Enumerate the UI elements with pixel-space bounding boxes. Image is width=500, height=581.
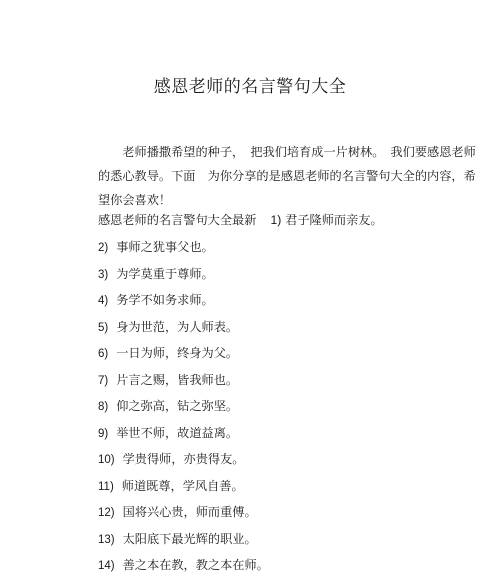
quote-number: 14) <box>98 560 115 572</box>
list-item <box>98 395 269 422</box>
quote-number: 11) <box>98 480 114 493</box>
quote-number: 12) <box>98 507 115 519</box>
list-item <box>98 342 269 369</box>
quote-text: 师道既尊，学风自善。 <box>121 478 244 493</box>
quote-number: 7) <box>98 374 109 387</box>
quote-text: 务学不如务求师。 <box>116 293 214 307</box>
intro-line: 的悉心教导。下面 为你分享的是感恩老师的名言警句大全的内容，希 <box>98 169 476 183</box>
quote-number: 2) <box>98 242 109 254</box>
quote-number: 13) <box>98 533 115 546</box>
intro-line: 老师播撒希望的种子， 把我们培育成一片树林。 我们要感恩老师 <box>98 145 476 159</box>
quote-text: 太阳底下最光辉的职业。 <box>122 531 257 546</box>
list-item <box>98 528 269 555</box>
quote-number: 5) <box>98 321 109 334</box>
quote-text: 一日为师，终身为父。 <box>116 346 239 360</box>
list-item <box>98 501 269 528</box>
quote-text: 为学莫重于尊师。 <box>116 266 214 281</box>
list-item <box>98 263 269 290</box>
intro-line: 望你会喜欢！ <box>98 193 172 207</box>
document-title: 感恩老师的名言警句大全 <box>153 77 347 97</box>
list-item <box>98 236 269 263</box>
quote-number: 3) <box>98 268 109 281</box>
list-item <box>98 554 269 581</box>
quote-number: 10) <box>98 454 115 466</box>
quote-list <box>98 236 269 581</box>
section-heading: 感恩老师的名言警句大全最新 <box>98 213 257 227</box>
quote-text: 身为世范，为人师表。 <box>116 319 239 334</box>
section-heading-line <box>98 209 383 231</box>
quote-text: 国将兴心贵，师而重傅。 <box>122 505 257 519</box>
quote-number: 9) <box>98 427 109 440</box>
quote-text: 学贵得师，亦贵得友。 <box>122 452 245 466</box>
quote-number: 8) <box>98 401 109 413</box>
list-item <box>98 316 269 343</box>
quote-text: 举世不师，故道益离。 <box>116 425 239 440</box>
list-item <box>98 422 269 449</box>
quote-number: 6) <box>98 348 109 360</box>
quote-text: 君子隆师而亲友。 <box>285 213 383 227</box>
quote-text: 片言之赐，皆我师也。 <box>116 372 239 387</box>
quote-text: 事师之犹事父也。 <box>116 240 214 254</box>
list-item <box>98 289 269 316</box>
quote-number: 4) <box>98 295 109 307</box>
quote-text: 仰之弥高，钻之弥坚。 <box>116 399 239 413</box>
list-item <box>98 369 269 396</box>
list-item <box>98 475 269 502</box>
quote-text: 善之本在教，教之本在师。 <box>122 558 269 572</box>
list-item <box>98 448 269 475</box>
intro-paragraph <box>98 140 476 212</box>
quote-number: 1) <box>270 213 282 227</box>
